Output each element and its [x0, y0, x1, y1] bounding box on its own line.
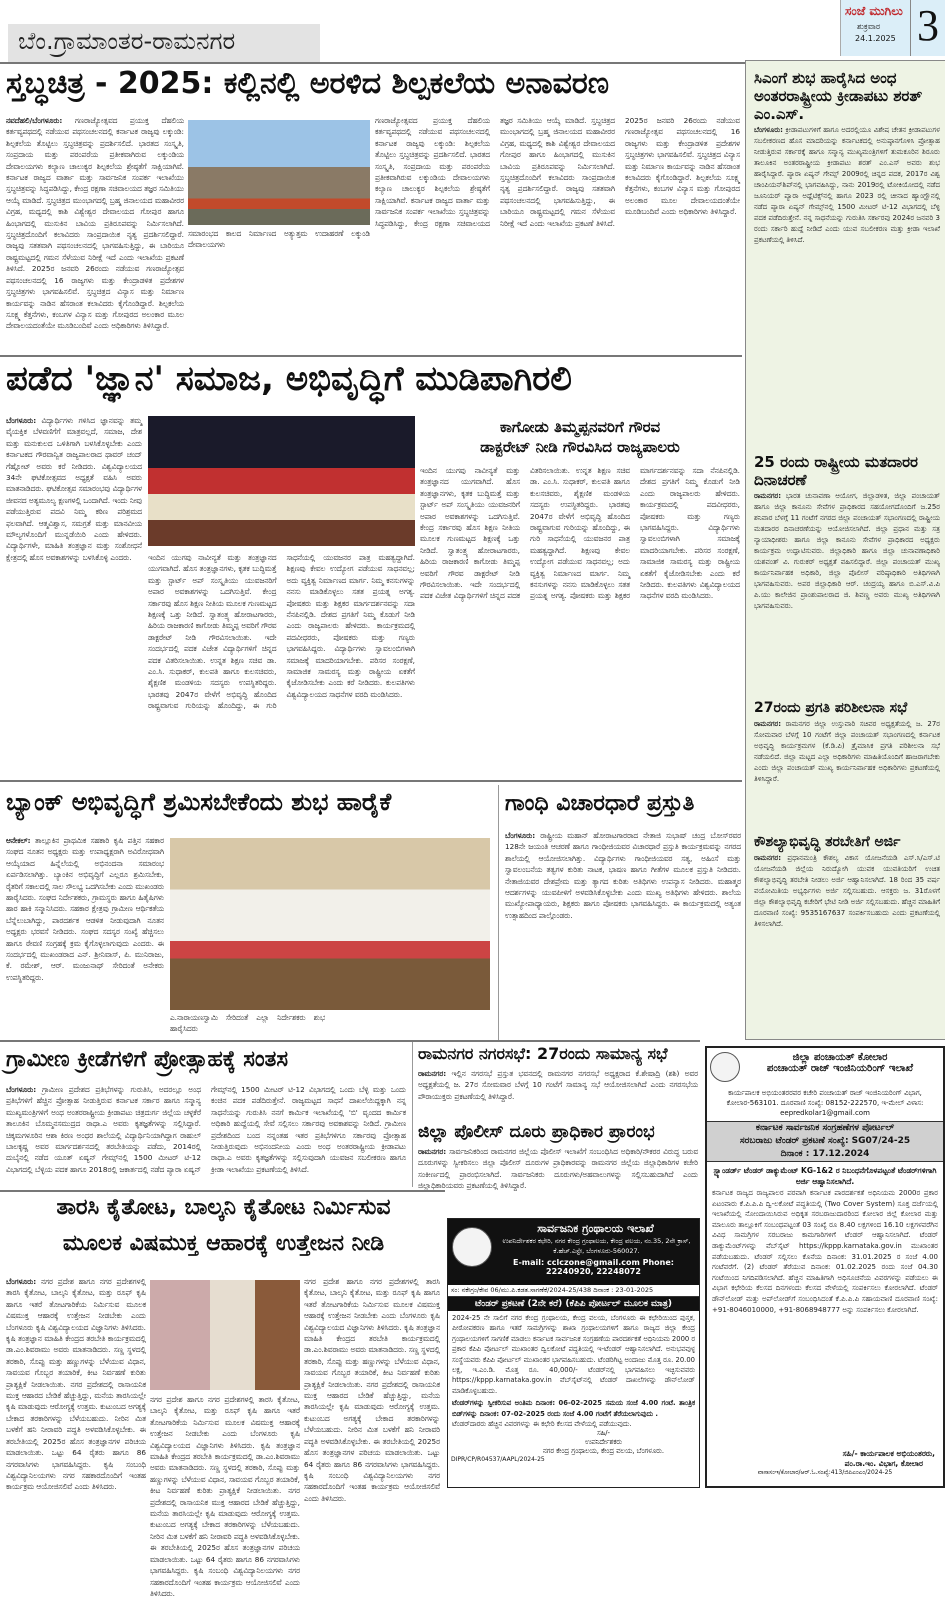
gandhi-headline: ಗಾಂಧಿ ವಿಚಾರಧಾರೆ ಪ್ರಸ್ತುತಿ — [505, 791, 695, 816]
dateline: ಬೆಂಗಳೂರು: — [754, 126, 783, 134]
column-divider — [412, 1042, 413, 1187]
dateline: ಬೆಂಗಳೂರು: — [6, 1277, 37, 1286]
convocation-dateline: ಬೆಂಗಳೂರು: — [6, 416, 37, 425]
dateline: ರಾಮನಗರ: — [418, 1069, 447, 1078]
government-seal-icon — [452, 1227, 492, 1267]
terrace-garden-headline-line1: ತಾರಸಿ ಕೈತೋಟ, ಬಾಲ್ಕನಿ ಕೈತೋಟ ನಿರ್ಮಿಸುವ — [56, 1195, 391, 1220]
body-text: ಇಲ್ಲಿನ ನಗರಸಭೆ ಪ್ರಸ್ತುತ ಭವನದಲ್ಲಿ ರಾಮನಗರ ನಗರಸಭೆ ಅಧ್ಯಕ್ಷರಾದ ಕೆ.ಶೇಷಾದ್ರಿ (ಶಶಿ) ಅವರ ಅಧ್ಯಕ್ಷತೆಯಲ್ಲಿ ಜ. 27ರ ಸೋಮವಾರ ಬೆಳಗ್ಗೆ 10 ಗಂಟೆಗೆ ಸಾಮಾನ್ಯ ಸಭೆ ಆಯೋಜಿಸಲಾಗಿದೆ ಎಂದು ನಗರಸಭೆಯ ಪೌರಾಯುಕ್ತರು ಪ್ರಕಟಣೆಯಲ್ಲಿ ತಿಳಿಸಿದ್ದಾರೆ. — [418, 1069, 698, 1101]
masthead — [840, 0, 945, 56]
bar-line: ಸರಬರಾಜು ಟೆಂಡರ್ ಪ್ರಕಟಣೆ ಸಂಖ್ಯೆ: SG07/24-25 — [739, 1136, 911, 1146]
bank-headline: ಬ್ಯಾಂಕ್ ಅಭಿವೃದ್ಧಿಗೆ ಶ್ರಮಿಸಬೇಕೆಂದು ಶುಭ ಹಾರೈಕೆ — [6, 788, 392, 816]
dateline: ರಾಮನಗರ: — [754, 492, 782, 500]
bank-dateline: ಆನೇಕಲ್: — [6, 836, 31, 845]
terrace-garden-photo — [150, 1280, 300, 1390]
sidebar-body-voters-day — [754, 491, 940, 691]
kolar-ad-body: ಕರ್ನಾಟಕ ರಾಜ್ಯದ ರಾಜ್ಯಪಾಲರ ಪರವಾಗಿ ಕರ್ನಾಟಕ ಪಾರದರ್ಶಕತೆ ಅಧಿನಿಯಮ 2000ರ ಪ್ರಕಾರ ಏಟಂವಾರು ಕೆ.ಪಿ.ಪಿ.ಪಿ ದ್ವಿ-ಲಕೋಟೆ ಪದ್ಧತಿಯಲ್ಲಿ (Two Cover System) ಸೂಕ್ತ ದರ್ಜೆಯಲ್ಲಿ ಇಲಾಖೆಯಲ್ಲಿ ನೋಂದಾಯಿಸಿರುವ ಅಧಿಕೃತ ಸರಬರಾಜುದಾರರಿಂದ ಕೋಲಾರ ಜಿಲ್ಲೆ ಕೋಲಾರ ಮತ್ತು ಮಾಲೂರು ತಾಲ್ಲೂಕಿಗೆ ಸಂಬಂಧಪಟ್ಟಂತೆ 03 ಸಂಖ್ಯೆ ರೂ 8.40 ಲಕ್ಷಗಳಿಂದ 16.10 ಲಕ್ಷಗಳವರೆಗಿನ ವಿವಿಧ ಸಾಮಗ್ರಿಗಳ ಸರಬರಾಜು ಕಾಮಗಾರಿಗಳಿಗೆ ಟೆಂಡರ್ ಆಹ್ವಾನಿಸಲಾಗಿದೆ. ಟೆಂಡರ್ ಡಾಕ್ಯುಮೆಂಟ್‌ಗಳನ್ನು ವೆಬ್‌ಸೈಟ್ https://kppp.karnataka.gov.in ಮುಖಾಂತರ ಪಡೆಯಬಹುದು. ಟೆಂಡರ್ ಸಲ್ಲಿಸಲು ಕೊನೆಯ ದಿನಾಂಕ: 31.01.2025 ರ ಸಂಜೆ 4.00 ಗಂಟೆವರೆಗೆ. (2) ಟೆಂಡರ್ ತೆರೆಯುವ ದಿನಾಂಕ: 01.02.2025 ರಂದು ಸಂಜೆ 04.30 ಗಂಟೆಯಿಂದ ನಿಗದಿಪಡಿಸಲಾಗಿದೆ. ಹೆಚ್ಚಿನ ಮಾಹಿತಿಗಾಗಿ ಅಧಿಸೂಚನೆಯ ವಿವರಗಳನ್ನು ಪಡೆಯಲು ಈ ವಿಭಾಗ ಕಛೇರಿಯ ಕೆಲಸದ ದಿನಗಳಂದು ಕೆಲಸದ ವೇಳೆಯಲ್ಲಿ ಸಂಪರ್ಕಿಸಲು ಕೋರಲಾಗಿದೆ. ಟೆಂಡರ್ ಡೌನ್‌ಲೋಡ್ ಮತ್ತು ಅಪ್‌ಲೋಡ್‌ಗೆ ಸಂಬಂಧಿಸಿದಂತೆ ಕೆ.ಪಿ.ಪಿ.ಪಿ ಸಹಾಯವಾಣಿ ದೂರವಾಣಿ ಸಂಖ್ಯೆ: +91-8046010000, +91-8068948777 ಅನ್ನು ಸಂಪರ್ಕಿಸಲು ಕೋರಲಾಗಿದೆ. — [712, 1189, 938, 1314]
nagarasabha-body — [418, 1068, 698, 1118]
dateline: ರಾಮನಗರ: — [754, 854, 782, 862]
library-ad-note: ಟೆಂಡರ್‌ದಾರರು ಹೆಚ್ಚಿನ ವಿವರಗಳನ್ನು ಈ ಕಛೇರಿ ಕೆಲಸದ ವೇಳೆಯಲ್ಲಿ ಪಡೆಯುವುದು. — [452, 1420, 632, 1429]
library-ad-title: ಸಾರ್ವಜನಿಕ ಗ್ರಂಥಾಲಯ ಇಲಾಖೆ — [537, 1222, 654, 1235]
bank-caption: ಎ.ನಾರಾಯಣಸ್ವಾಮಿ ಸೇರಿದಂತೆ ಎಲ್ಲಾ ನಿರ್ದೇಶಕರು ಶುಭ ಹಾರೈಸಿದರು — [170, 1013, 325, 1034]
body-text: ನಗರ ಪ್ರದೇಶ ಹಾಗೂ ನಗರ ಪ್ರದೇಶಗಳಲ್ಲಿ ತಾರಸಿ ಕೈತೋಟ, ಬಾಲ್ಕನಿ ಕೈತೋಟ, ಮತ್ತು ರೂಫ್ ಕೃಷಿ ಹಾಗೂ ಇತರೆ ತೋಟಗಾರಿಕೆಯ ನಿರ್ಮಿಸುವ ಮೂಲಕ ವಿಷಮುಕ್ತ ಆಹಾರಕ್ಕೆ ಉತ್ತೇಜನ ನೀಡಬೇಕು ಎಂದು ಬೆಂಗಳೂರು ಕೃಷಿ ವಿಶ್ವವಿದ್ಯಾಲಯದ ವಿಜ್ಞಾನಿಗಳು ತಿಳಿಸಿದರು. ಕೃಷಿ ತಂತ್ರಜ್ಞಾನ ಮಾಹಿತಿ ಕೇಂದ್ರದ ತರಬೇತಿ ಕಾರ್ಯಕ್ರಮದಲ್ಲಿ ಡಾ.ಎಂ.ಶಿವರಾಮು ಅವರು ಮಾತನಾಡಿದರು. ಸಣ್ಣ ಸ್ಥಳದಲ್ಲಿ ತರಕಾರಿ, ಸೊಪ್ಪು ಮತ್ತು ಹಣ್ಣುಗಳನ್ನು ಬೆಳೆಯುವ ವಿಧಾನ, ಸಾವಯವ ಗೊಬ್ಬರ ತಯಾರಿಕೆ, ಕೀಟ ನಿರ್ವಹಣೆ ಕುರಿತು ಪ್ರಾತ್ಯಕ್ಷಿಕೆ ನೀಡಲಾಯಿತು. ನಗರ ಪ್ರದೇಶದಲ್ಲಿ ರಾಸಾಯನಿಕ ಮುಕ್ತ ಆಹಾರದ ಬೇಡಿಕೆ ಹೆಚ್ಚುತ್ತಿದ್ದು, ಮನೆಯ ತಾರಸಿಯಲ್ಲೇ ಕೃಷಿ ಮಾಡುವುದು ಆರೋಗ್ಯಕ್ಕೆ ಉತ್ತಮ. ಕುಟುಂಬದ ಅಗತ್ಯಕ್ಕೆ ಬೇಕಾದ ತರಕಾರಿಗಳನ್ನು ಬೆಳೆಯಬಹುದು. ನೀರಿನ ಮಿತ ಬಳಕೆಗೆ ಹನಿ ನೀರಾವರಿ ಪದ್ಧತಿ ಅಳವಡಿಸಿಕೊಳ್ಳಬೇಕು. ಈ ತರಬೇತಿಯಲ್ಲಿ 2025ರ ಹೊಸ ತಂತ್ರಜ್ಞಾನಗಳ ಪರಿಚಯ ಮಾಡಲಾಯಿತು. ಒಟ್ಟು 64 ರೈತರು ಹಾಗೂ 86 ನಗರವಾಸಿಗಳು ಭಾಗವಹಿಸಿದ್ದರು. ಕೃಷಿ ಸಂಬಂಧಿ ವಿಶ್ವವಿದ್ಯಾನಿಲಯಗಳು ನಗರ ಸಹಕಾರದೊಂದಿಗೆ ಇಂತಹ ಕಾರ್ಯಕ್ರಮ ಆಯೋಜಿಸಲಿವೆ ಎಂದು ತಿಳಿಸಿದರು. — [6, 1277, 146, 1492]
sidebar-body-skill-training — [754, 853, 940, 1033]
rural-sports-dateline: ಬೆಂಗಳೂರು: — [6, 1085, 37, 1094]
kolar-ad-date: ದಿನಾಂಕ : 17.12.2024 — [780, 1149, 870, 1159]
library-ad-address: ಉಪನಿರ್ದೇಶಕರ ಕಛೇರಿ, ನಗರ ಕೇಂದ್ರ ಗ್ರಂಥಾಲಯ, ಕೇಂದ್ರ ವಲಯ, ನಂ.35, 2ನೇ ಕ್ರಾಸ್, ಕೆ.ಹೆಚ್.ಎಸ್ಟೇ, ಬೆಂಗಳೂರು-560027. — [502, 1237, 691, 1255]
kolar-ad-intro: ಸ್ಟ್ಯಾಂಡರ್ಡ್ ಟೆಂಡರ್ ಡಾಕ್ಯುಮೆಂಟ್ KG-1&2 ರ ನಿಬಂಧನೆಗೊಳಪಟ್ಟಂತೆ ಟೆಂಡರ್‌ಗಳಿಗಾಗಿ ಅರ್ಜಿ ಆಹ್ವಾನಿಸಲಾಗಿದೆ. — [713, 1166, 937, 1186]
library-ad-body: 2024-25 ನೇ ಸಾಲಿಗೆ ನಗರ ಕೇಂದ್ರ ಗ್ರಂಥಾಲಯ, ಕೇಂದ್ರ ವಲಯ, ಬೆಂಗಳೂರು ಈ ಕಛೇರಿಯಿಂದ ಪುಸ್ತಕ, ಪೀಠೋಪಕರಣ ಹಾಗೂ ಇತರೆ ಸಾಮಗ್ರಿಗಳನ್ನು ಶಾಖಾ ಗ್ರಂಥಾಲಯಗಳಿಗೆ ಹಾಗೂ ರಾಜ್ಯದ ಜಿಲ್ಲಾ ಕೇಂದ್ರ ಗ್ರಂಥಾಲಯಗಳಿಗೆ ಸಾಗಣಿಕೆ ಮಾಡಲು ಕರ್ನಾಟಕ ಸಾರ್ವಜನಿಕ ಸಂಗ್ರಹಣೆಯ ಪಾರದರ್ಶಕತೆ ಅಧಿನಿಯಮ 2000 ರ ಪ್ರಕಾರ ಕೆಪಿಪಿ ಪೋರ್ಟಲ್ ಮುಖಾಂತರ ದ್ವಿಲಕೋಟೆ ಪದ್ಧತಿಯಲ್ಲಿ ಇ-ಟೆಂಡರ್ ಆಹ್ವಾನಿಸಲಾಗಿದೆ. ಅನುಭವವುಳ್ಳ ಸಂಸ್ಥೆಯವರು ಕೆಪಿಪಿ ಪೋರ್ಟಲ್ ಮುಖಾಂತರ ಭಾಗವಹಿಸಬಹುದು. ಟೆಂಡರಿಗಿಟ್ಟ ಅಂದಾಜು ಮೊತ್ತ ರೂ. 20.00 ಲಕ್ಷ, ಇ.ಎಂ.ಡಿ. ಮೊತ್ತ ರೂ. 40,000/- ಟೆಂಡರ್‌ನಲ್ಲಿ ಭಾಗವಹಿಸಲು ಇಚ್ಛಿಸುವವರು https://kppp.karnataka.gov.in ವೆಬ್‌ಸೈಟ್‌ನಲ್ಲಿ ಟೆಂಡರ್ ದಾಖಲೆಗಳನ್ನು ಡೌನ್‌ಲೋಡ್ ಮಾಡಿಕೊಳ್ಳಬಹುದು. — [452, 1314, 695, 1395]
kolar-ad-header — [707, 1048, 943, 1088]
convocation-body-left — [6, 415, 142, 775]
lead-dateline: ನವದೆಹಲಿ/ಬೆಂಗಳೂರು: — [6, 116, 63, 125]
government-seal-icon — [710, 1052, 740, 1082]
sidebar-headline-sharath: ಸಿಎಂಗೆ ಶುಭ ಹಾರೈಸಿದ ಅಂಧ ಅಂತರರಾಷ್ಟ್ರೀಯ ಕ್ರೀಡಾಪಟು ಶರತ್ ಎಂ.ಎಸ್. — [754, 69, 923, 123]
sign-line: ಸಹಿ/- — [596, 1429, 611, 1438]
kolar-ad-address: ಕಾರ್ಯಪಾಲಕ ಅಭಿಯಂತರರವರ ಕಚೇರಿ ಪಂಚಾಯತ್ ರಾಜ್ ಇಂಜಿನಿಯರಿಂಗ್ ವಿಭಾಗ, ಕೋಲಾರ-563101. ದೂರವಾಣಿ ಸಂಖ್ಯೆ: 08152-222570, ಇ-ಮೇಲ್ ವಿಳಾಸ: eepredkolar1@gmail.com — [726, 1089, 924, 1117]
lead-caption: ಸಮಾರಂಭದ ಕಾಲದ ನಿರ್ಮಾಣದ ಅತ್ಯುತ್ತಮ ಉದಾಹರಣೆ ಲಕ್ಕುಂಡಿ ದೇವಾಲಯಗಳು — [188, 229, 370, 250]
sign-line: ನಗರ ಕೇಂದ್ರ ಗ್ರಂಥಾಲಯ, ಕೇಂದ್ರ ವಲಯ, ಬೆಂಗಳೂರು. — [542, 1447, 665, 1456]
kolar-tender-ad — [705, 1046, 945, 1488]
gandhi-body-text: ರಾಷ್ಟ್ರೀಯ ಮಹಾನ್ ಹೋರಾಟಗಾರರಾದ ನೇತಾಜಿ ಸುಭಾಷ್ ಚಂದ್ರ ಬೋಸ್‌ರವರ 128ನೇ ಜಯಂತಿ ಆಚರಣೆ ಹಾಗೂ ಗಾಂಧೀಜಿಯವರ ವಿಚಾರಧಾರೆ ಪ್ರಸ್ತುತಿ ಕಾರ್ಯಕ್ರಮವನ್ನು ನಗರದ ಶಾಲೆಯಲ್ಲಿ ಆಯೋಜಿಸಲಾಗಿತ್ತು. ವಿದ್ಯಾರ್ಥಿಗಳು ಗಾಂಧೀಜಿಯವರ ಸತ್ಯ, ಅಹಿಂಸೆ ಮತ್ತು ಸ್ವಾವಲಂಬನೆಯ ತತ್ವಗಳ ಕುರಿತು ನಾಟಕ, ಭಾಷಣ ಹಾಗೂ ಗೀತೆಗಳ ಮೂಲಕ ಪ್ರಸ್ತುತಿ ನೀಡಿದರು. ನೇತಾಜಿಯವರ ದೇಶಪ್ರೇಮ ಮತ್ತು ತ್ಯಾಗದ ಕುರಿತು ಅತಿಥಿಗಳು ಉಪನ್ಯಾಸ ನೀಡಿದರು. ಮಹಾತ್ಮರ ಆದರ್ಶಗಳನ್ನು ಯುವಪೀಳಿಗೆ ಅಳವಡಿಸಿಕೊಳ್ಳಬೇಕು ಎಂದು ಮುಖ್ಯ ಅತಿಥಿಗಳು ಹೇಳಿದರು. ಶಾಲೆಯ ಮುಖ್ಯೋಪಾಧ್ಯಾಯರು, ಶಿಕ್ಷಕರು ಹಾಗೂ ಪೋಷಕರು ಭಾಗವಹಿಸಿದ್ದರು. ಈ ಕಾರ್ಯಕ್ರಮದಲ್ಲಿ ಅತ್ಯಂತ ಉತ್ಸಾಹದಿಂದ ಪಾಲ್ಗೊಂಡರು. — [505, 831, 741, 920]
gandhi-body — [505, 830, 741, 1035]
dateline: ರಾಮನಗರ: — [418, 1147, 447, 1156]
convocation-body-right: ಇಂದಿನ ಯುಗವು ನಾವೀನ್ಯತೆ ಮತ್ತು ತಂತ್ರಜ್ಞಾನದ ಯುಗವಾಗಿದೆ. ಹೊಸ ತಂತ್ರಜ್ಞಾನಗಳು, ಕೃತಕ ಬುದ್ಧಿಮತ್ತೆ ಮತ್ತು ಸ್ಟಾರ್ಟ್ ಅಪ್ ಸಂಸ್ಕೃತಿಯು ಯುವಜನರಿಗೆ ಅಪಾರ ಅವಕಾಶಗಳನ್ನು ಒದಗಿಸುತ್ತಿವೆ. ಕೇಂದ್ರ ಸರ್ಕಾರವು ಹೊಸ ಶಿಕ್ಷಣ ನೀತಿಯ ಮೂಲಕ ಗುಣಮಟ್ಟದ ಶಿಕ್ಷಣಕ್ಕೆ ಒತ್ತು ನೀಡಿದೆ. ಸ್ವಾತಂತ್ರ್ಯ ಹೋರಾಟಗಾರರು, ಹಿರಿಯ ರಾಜಕಾರಣಿ ಕಾಗೋಡು ತಿಮ್ಮಪ್ಪ ಅವರಿಗೆ ಗೌರವ ಡಾಕ್ಟರೇಟ್ ನೀಡಿ ಗೌರವಿಸಲಾಯಿತು. ಇದೇ ಸಂದರ್ಭದಲ್ಲಿ ಪದಕ ವಿಜೇತ ವಿದ್ಯಾರ್ಥಿಗಳಿಗೆ ಚಿನ್ನದ ಪದಕ ವಿತರಿಸಲಾಯಿತು. ಉನ್ನತ ಶಿಕ್ಷಣ ಸಚಿವ ಡಾ. ಎಂ.ಸಿ. ಸುಧಾಕರ್, ಕುಲಪತಿ ಹಾಗೂ ಕುಲಸಚಿವರು, ಶೈಕ್ಷಣಿಕ ಮಂಡಳಿಯ ಸದಸ್ಯರು ಉಪಸ್ಥಿತರಿದ್ದರು. ಭಾರತವು 2047ರ ವೇಳೆಗೆ ಅಭಿವೃದ್ಧಿ ಹೊಂದಿದ ರಾಷ್ಟ್ರವಾಗುವ ಗುರಿಯನ್ನು ಹೊಂದಿದ್ದು, ಈ ಗುರಿ ಸಾಧನೆಯಲ್ಲಿ ಯುವಜನರ ಪಾತ್ರ ಮಹತ್ವದ್ದಾಗಿದೆ. ಶಿಕ್ಷಣವು ಕೇವಲ ಉದ್ಯೋಗ ಪಡೆಯುವ ಸಾಧನವಲ್ಲ; ಅದು ವ್ಯಕ್ತಿತ್ವ ನಿರ್ಮಾಣದ ಮಾರ್ಗ. ನಿಮ್ಮ ಕನಸುಗಳನ್ನು ನನಸು ಮಾಡಿಕೊಳ್ಳಲು ಸತತ ಪ್ರಯತ್ನ ಅಗತ್ಯ. ಪೋಷಕರು ಮತ್ತು ಶಿಕ್ಷಕರ ಮಾರ್ಗದರ್ಶನವನ್ನು ಸದಾ ನೆನಪಿನಲ್ಲಿಡಿ. ದೇಶದ ಪ್ರಗತಿಗೆ ನಿಮ್ಮ ಕೊಡುಗೆ ನೀಡಿ ಎಂದು ರಾಜ್ಯಪಾಲರು ಹೇಳಿದರು. ಕಾರ್ಯಕ್ರಮದಲ್ಲಿ ಪದವೀಧರರು, ಪೋಷಕರು ಮತ್ತು ಗಣ್ಯರು ಭಾಗವಹಿಸಿದ್ದರು. ವಿದ್ಯಾರ್ಥಿಗಳು ಸ್ವಾವಲಂಬಿಗಳಾಗಿ ಸಮಾಜಕ್ಕೆ ಮಾದರಿಯಾಗಬೇಕು. ಪರಿಸರ ಸಂರಕ್ಷಣೆ, ಸಾಮಾಜಿಕ ಸಾಮರಸ್ಯ ಮತ್ತು ರಾಷ್ಟ್ರೀಯ ಏಕತೆಗೆ ಕೈಜೋಡಿಸಬೇಕು ಎಂದು ಕರೆ ನೀಡಿದರು. ಕುಲಪತಿಗಳು ವಿಶ್ವವಿದ್ಯಾಲಯದ ಸಾಧನೆಗಳ ವರದಿ ಮಂಡಿಸಿದರು. — [420, 466, 740, 601]
library-ad-bar: ಟೆಂಡರ್ ಪ್ರಕಟಣೆ (2ನೇ ಕರೆ) (ಕೆಪಿಪಿ ಪೋರ್ಟಲ್ ಮೂಲಕ ಮಾತ್ರ) — [448, 1297, 699, 1311]
dateline: ರಾಮನಗರ: — [754, 720, 782, 728]
page-number: 3 — [910, 0, 939, 56]
body-text: ಕ್ರೀಡಾಪಟುಗಳಿಗೆ ಹಾಗೂ ಅದರಲ್ಲಿಯೂ ವಿಶೇಷ ಚೇತನ ಕ್ರೀಡಾಪಟುಗಳ ಸಬಲೀಕರಣದ ಹೊಸ ಮಾದರಿಯನ್ನು ಕರ್ನಾಟಕದಲ್ಲಿ ಅನುಷ್ಠಾನಗೊಳಿಸಿ ಪ್ರೋತ್ಸಾಹ ನೀಡುತ್ತಿರುವ ಸರ್ಕಾರಕ್ಕೆ ಹಾಗೂ ಸನ್ಮಾನ್ಯ ಮುಖ್ಯಮಂತ್ರಿಗಳಿಗೆ ತುಮಕೂರಿನ ಶಿರೂರು ತಾಲೂಕಿನ ಅಂತರರಾಷ್ಟ್ರೀಯ ಕ್ರೀಡಾಪಟು ಶರತ್ ಎಂ.ಎಸ್ ಅವರು ಶುಭ ಹಾರೈಸಿದ್ದಾರೆ. ಪ್ಯಾರಾ ಏಷ್ಯನ್ ಗೇಮ್ಸ್ 2009ರಲ್ಲಿ ಚಿನ್ನದ ಪದಕ, 2017ರ ವಿಶ್ವ ಚಾಂಪಿಯನ್‌ಶಿಪ್‌ನಲ್ಲಿ ಭಾಗವಹಿಸಿದ್ದು, ನಾನು 2019ರಲ್ಲಿ ಟೋಕಿಯೋದಲ್ಲಿ ನಡೆದ ಜೂನಿಯರ್ ಪ್ಯಾರಾ ಅಥ್ಲೆಟಿಕ್ಸ್‌ನಲ್ಲಿ ಹಾಗೂ 2023 ರಲ್ಲಿ ಚೀನಾದ ಹ್ಯಾಂಗ್ಝೌನಲ್ಲಿ ನಡೆದ ಪ್ಯಾರಾ ಏಷ್ಯನ್ ಗೇಮ್ಸ್‌ನಲ್ಲಿ 1500 ಮೀಟರ್ ಟಿ-12 ವಿಭಾಗದಲ್ಲಿ ಬೆಳ್ಳಿ ಪದಕ ಪಡೆದಿರುತ್ತೇನೆ. ನನ್ನ ಸಾಧನೆಯನ್ನು ಗುರುತಿಸಿ ಸರ್ಕಾರವು 2024ರ ಜನವರಿ 3 ರಂದು ಸರ್ಕಾರಿ ಹುದ್ದೆ ನೀಡಿದೆ ಎಂದು ಯುವ ಸಬಲೀಕರಣ ಮತ್ತು ಕ್ರೀಡಾ ಇಲಾಖೆ ಪ್ರಕಟಣೆಯಲ್ಲಿ ತಿಳಿಸಿದೆ. — [754, 126, 940, 244]
body-text: ರಾಮನಗರ ಜಿಲ್ಲಾ ಉಸ್ತುವಾರಿ ಸಚಿವರ ಅಧ್ಯಕ್ಷತೆಯಲ್ಲಿ ಜ. 27ರ ಸೋಮವಾರ ಬೆಳಗ್ಗೆ 10 ಗಂಟೆಗೆ ಜಿಲ್ಲಾ ಪಂಚಾಯತ್ ಸಭಾಂಗಣದಲ್ಲಿ ಕರ್ನಾಟಕ ಅಭಿವೃದ್ಧಿ ಕಾರ್ಯಕ್ರಮಗಳ (ಕೆ.ಡಿ.ಪಿ) ತ್ರೈಮಾಸಿಕ ಪ್ರಗತಿ ಪರಿಶೀಲನಾ ಸಭೆ ನಡೆಯಲಿದೆ. ಜಿಲ್ಲಾ ಮಟ್ಟದ ಎಲ್ಲಾ ಅಧಿಕಾರಿಗಳು ಮಾಹಿತಿಯೊಂದಿಗೆ ಹಾಜರಾಗಬೇಕು ಎಂದು ಜಿಲ್ಲಾ ಪಂಚಾಯತ್ ಮುಖ್ಯ ಕಾರ್ಯನಿರ್ವಾಹಕ ಅಧಿಕಾರಿಗಳು ಪ್ರಕಟಣೆಯಲ್ಲಿ ತಿಳಿಸಿದ್ದಾರೆ. — [754, 720, 940, 783]
kolar-ad-ref: ವಾಸಾಸಂಇ/ಕೋಲಾರ/ಆರ್.ಓ.ಸಂಖ್ಯೆ:413/ಜಿಪಿಎಂಎಂ/2024-25 — [757, 1469, 893, 1476]
body-text: ಸಾರ್ವಜನಿಕರಿಂದ ರಾಮನಗರ ಜಿಲ್ಲೆಯ ಪೊಲೀಸ್ ಇಲಾಖೆಗೆ ಸಂಬಂಧಿಸಿದ ಅಧಿಕಾರಿ/ನೌಕರರ ವಿರುದ್ಧ ಬರುವ ದೂರುಗಳನ್ನು ಸ್ವೀಕರಿಸಲು ಜಿಲ್ಲಾ ಪೊಲೀಸ್ ದೂರುಗಳ ಪ್ರಾಧಿಕಾರವನ್ನು ರಾಮನಗರ ಜಿಲ್ಲೆಯ ಜಿಲ್ಲಾಧಿಕಾರಿಗಳ ಕಚೇರಿ ಸಂಕೀರ್ಣದಲ್ಲಿ ಪ್ರಾರಂಭಿಸಲಾಗಿದೆ. ಸಾರ್ವಜನಿಕರು ದೂರುಗಳು/ಅಹವಾಲುಗಳನ್ನು ಸಲ್ಲಿಸಬಹುದಾಗಿದೆ ಎಂದು ಜಿಲ್ಲಾಧಿಕಾರಿಯವರು ಪ್ರಕಟಣೆಯಲ್ಲಿ ತಿಳಿಸಿದ್ದಾರೆ. — [418, 1147, 698, 1191]
right-sidebar — [745, 60, 945, 1040]
paper-name-logo: ಸಂಜೆ ಮುಗಿಲು — [845, 4, 903, 18]
convocation-photo — [148, 416, 415, 546]
sidebar-body-progress-meeting — [754, 719, 940, 827]
library-ad-contact: E-mail: cclczone@gmail.com Phone: 22240920, 22248072 — [513, 1258, 674, 1276]
library-ad-ref: ಸಂ: ನಕೇಗ್ರಂ/ಕೇವ 06/ಮು.ಪಿ.ಕಡತ.ಸಾಗಣೆಕೆ/2024-25/438 ದಿನಾಂಕ : 23-01-2025 — [448, 1285, 699, 1297]
sidebar-body-sharath — [754, 125, 940, 445]
convocation-body-left-text: ವಿದ್ಯಾರ್ಥಿಗಳು ಗಳಿಸಿದ ಜ್ಞಾನವನ್ನು ತಮ್ಮ ವೈಯಕ್ತಿಕ ಬೆಳವಣಿಗೆಗೆ ಮಾತ್ರವಲ್ಲದೆ, ಸಮಾಜ, ದೇಶ ಮತ್ತು ಮನುಕುಲದ ಒಳಿತಿಗಾಗಿ ಬಳಸಿಕೊಳ್ಳಬೇಕು ಎಂದು ಕರ್ನಾಟಕದ ಗೌರವಾನ್ವಿತ ರಾಜ್ಯಪಾಲರಾದ ಥಾವರ್ ಚಂದ್ ಗೆಹ್ಲೋಟ್ ಅವರು ಕರೆ ನೀಡಿದರು. ವಿಶ್ವವಿದ್ಯಾಲಯದ 34ನೇ ಘಟಿಕೋತ್ಸವದ ಅಧ್ಯಕ್ಷತೆ ವಹಿಸಿ ಅವರು ಮಾತನಾಡಿದರು. ಘಟಿಕೋತ್ಸವ ಸಮಾರಂಭವು ವಿದ್ಯಾರ್ಥಿಗಳ ಜೀವನದ ಅತ್ಯಮೂಲ್ಯ ಕ್ಷಣಗಳಲ್ಲಿ ಒಂದಾಗಿದೆ. ಇಂದು ನೀವು ಪಡೆಯುತ್ತಿರುವ ಪದವಿ ನಿಮ್ಮ ಕಠಿಣ ಪರಿಶ್ರಮದ ಫಲವಾಗಿದೆ. ಆತ್ಮವಿಶ್ವಾಸ, ಸಮಗ್ರತೆ ಮತ್ತು ಮಾನವೀಯ ಮೌಲ್ಯಗಳೊಂದಿಗೆ ಮುನ್ನಡೆಯಿರಿ ಎಂದು ಹೇಳಿದರು. ವಿದ್ಯಾರ್ಥಿಗಳೇ, ಮಾಹಿತಿ ತಂತ್ರಜ್ಞಾನ ಮತ್ತು ಸಂಶೋಧನೆ ಕ್ಷೇತ್ರದಲ್ಲಿ ಹೊಸ ಅವಕಾಶಗಳನ್ನು ಬಳಸಿಕೊಳ್ಳಿ ಎಂದರು. — [6, 416, 142, 562]
terrace-garden-headline-line2: ಮೂಲಕ ವಿಷಮುಕ್ತ ಆಹಾರಕ್ಕೆ ಉತ್ತೇಜನ ನೀಡಿ — [62, 1231, 385, 1256]
terrace-garden-body-right: ನಗರ ಪ್ರದೇಶ ಹಾಗೂ ನಗರ ಪ್ರದೇಶಗಳಲ್ಲಿ ತಾರಸಿ ಕೈತೋಟ, ಬಾಲ್ಕನಿ ಕೈತೋಟ, ಮತ್ತು ರೂಫ್ ಕೃಷಿ ಹಾಗೂ ಇತರೆ ತೋಟಗಾರಿಕೆಯ ನಿರ್ಮಿಸುವ ಮೂಲಕ ವಿಷಮುಕ್ತ ಆಹಾರಕ್ಕೆ ಉತ್ತೇಜನ ನೀಡಬೇಕು ಎಂದು ಬೆಂಗಳೂರು ಕೃಷಿ ವಿಶ್ವವಿದ್ಯಾಲಯದ ವಿಜ್ಞಾನಿಗಳು ತಿಳಿಸಿದರು. ಕೃಷಿ ತಂತ್ರಜ್ಞಾನ ಮಾಹಿತಿ ಕೇಂದ್ರದ ತರಬೇತಿ ಕಾರ್ಯಕ್ರಮದಲ್ಲಿ ಡಾ.ಎಂ.ಶಿವರಾಮು ಅವರು ಮಾತನಾಡಿದರು. ಸಣ್ಣ ಸ್ಥಳದಲ್ಲಿ ತರಕಾರಿ, ಸೊಪ್ಪು ಮತ್ತು ಹಣ್ಣುಗಳನ್ನು ಬೆಳೆಯುವ ವಿಧಾನ, ಸಾವಯವ ಗೊಬ್ಬರ ತಯಾರಿಕೆ, ಕೀಟ ನಿರ್ವಹಣೆ ಕುರಿತು ಪ್ರಾತ್ಯಕ್ಷಿಕೆ ನೀಡಲಾಯಿತು. ನಗರ ಪ್ರದೇಶದಲ್ಲಿ ರಾಸಾಯನಿಕ ಮುಕ್ತ ಆಹಾರದ ಬೇಡಿಕೆ ಹೆಚ್ಚುತ್ತಿದ್ದು, ಮನೆಯ ತಾರಸಿಯಲ್ಲೇ ಕೃಷಿ ಮಾಡುವುದು ಆರೋಗ್ಯಕ್ಕೆ ಉತ್ತಮ. ಕುಟುಂಬದ ಅಗತ್ಯಕ್ಕೆ ಬೇಕಾದ ತರಕಾರಿಗಳನ್ನು ಬೆಳೆಯಬಹುದು. ನೀರಿನ ಮಿತ ಬಳಕೆಗೆ ಹನಿ ನೀರಾವರಿ ಪದ್ಧತಿ ಅಳವಡಿಸಿಕೊಳ್ಳಬೇಕು. ಈ ತರಬೇತಿಯಲ್ಲಿ 2025ರ ಹೊಸ ತಂತ್ರಜ್ಞಾನಗಳ ಪರಿಚಯ ಮಾಡಲಾಯಿತು. ಒಟ್ಟು 64 ರೈತರು ಹಾಗೂ 86 ನಗರವಾಸಿಗಳು ಭಾಗವಹಿಸಿದ್ದರು. ಕೃಷಿ ಸಂಬಂಧಿ ವಿಶ್ವವಿದ್ಯಾನಿಲಯಗಳು ನಗರ ಸಹಕಾರದೊಂದಿಗೆ ಇಂತಹ ಕಾರ್ಯಕ್ರಮ ಆಯೋಜಿಸಲಿವೆ ಎಂದು ತಿಳಿಸಿದರು. — [304, 1277, 440, 1503]
rural-sports-headline: ಗ್ರಾಮೀಣ ಕ್ರೀಡೆಗಳಿಗೆ ಪ್ರೋತ್ಸಾಹಕ್ಕೆ ಸಂತಸ — [6, 1047, 289, 1072]
column-divider — [498, 785, 499, 1040]
bank-body — [6, 835, 164, 1035]
bar-line: ಕರ್ನಾಟಕ ಸಾರ್ವಜನಿಕ ಸಂಗ್ರಹಣೆಗಳ ಪೋರ್ಟಲ್ — [755, 1123, 895, 1133]
convocation-body-mid: ಇಂದಿನ ಯುಗವು ನಾವೀನ್ಯತೆ ಮತ್ತು ತಂತ್ರಜ್ಞಾನದ ಯುಗವಾಗಿದೆ. ಹೊಸ ತಂತ್ರಜ್ಞಾನಗಳು, ಕೃತಕ ಬುದ್ಧಿಮತ್ತೆ ಮತ್ತು ಸ್ಟಾರ್ಟ್ ಅಪ್ ಸಂಸ್ಕೃತಿಯು ಯುವಜನರಿಗೆ ಅಪಾರ ಅವಕಾಶಗಳನ್ನು ಒದಗಿಸುತ್ತಿವೆ. ಕೇಂದ್ರ ಸರ್ಕಾರವು ಹೊಸ ಶಿಕ್ಷಣ ನೀತಿಯ ಮೂಲಕ ಗುಣಮಟ್ಟದ ಶಿಕ್ಷಣಕ್ಕೆ ಒತ್ತು ನೀಡಿದೆ. ಸ್ವಾತಂತ್ರ್ಯ ಹೋರಾಟಗಾರರು, ಹಿರಿಯ ರಾಜಕಾರಣಿ ಕಾಗೋಡು ತಿಮ್ಮಪ್ಪ ಅವರಿಗೆ ಗೌರವ ಡಾಕ್ಟರೇಟ್ ನೀಡಿ ಗೌರವಿಸಲಾಯಿತು. ಇದೇ ಸಂದರ್ಭದಲ್ಲಿ ಪದಕ ವಿಜೇತ ವಿದ್ಯಾರ್ಥಿಗಳಿಗೆ ಚಿನ್ನದ ಪದಕ ವಿತರಿಸಲಾಯಿತು. ಉನ್ನತ ಶಿಕ್ಷಣ ಸಚಿವ ಡಾ. ಎಂ.ಸಿ. ಸುಧಾಕರ್, ಕುಲಪತಿ ಹಾಗೂ ಕುಲಸಚಿವರು, ಶೈಕ್ಷಣಿಕ ಮಂಡಳಿಯ ಸದಸ್ಯರು ಉಪಸ್ಥಿತರಿದ್ದರು. ಭಾರತವು 2047ರ ವೇಳೆಗೆ ಅಭಿವೃದ್ಧಿ ಹೊಂದಿದ ರಾಷ್ಟ್ರವಾಗುವ ಗುರಿಯನ್ನು ಹೊಂದಿದ್ದು, ಈ ಗುರಿ ಸಾಧನೆಯಲ್ಲಿ ಯುವಜನರ ಪಾತ್ರ ಮಹತ್ವದ್ದಾಗಿದೆ. ಶಿಕ್ಷಣವು ಕೇವಲ ಉದ್ಯೋಗ ಪಡೆಯುವ ಸಾಧನವಲ್ಲ; ಅದು ವ್ಯಕ್ತಿತ್ವ ನಿರ್ಮಾಣದ ಮಾರ್ಗ. ನಿಮ್ಮ ಕನಸುಗಳನ್ನು ನನಸು ಮಾಡಿಕೊಳ್ಳಲು ಸತತ ಪ್ರಯತ್ನ ಅಗತ್ಯ. ಪೋಷಕರು ಮತ್ತು ಶಿಕ್ಷಕರ ಮಾರ್ಗದರ್ಶನವನ್ನು ಸದಾ ನೆನಪಿನಲ್ಲಿಡಿ. ದೇಶದ ಪ್ರಗತಿಗೆ ನಿಮ್ಮ ಕೊಡುಗೆ ನೀಡಿ ಎಂದು ರಾಜ್ಯಪಾಲರು ಹೇಳಿದರು. ಕಾರ್ಯಕ್ರಮದಲ್ಲಿ ಪದವೀಧರರು, ಪೋಷಕರು ಮತ್ತು ಗಣ್ಯರು ಭಾಗವಹಿಸಿದ್ದರು. ವಿದ್ಯಾರ್ಥಿಗಳು ಸ್ವಾವಲಂಬಿಗಳಾಗಿ ಸಮಾಜಕ್ಕೆ ಮಾದರಿಯಾಗಬೇಕು. ಪರಿಸರ ಸಂರಕ್ಷಣೆ, ಸಾಮಾಜಿಕ ಸಾಮರಸ್ಯ ಮತ್ತು ರಾಷ್ಟ್ರೀಯ ಏಕತೆಗೆ ಕೈಜೋಡಿಸಬೇಕು ಎಂದು ಕರೆ ನೀಡಿದರು. ಕುಲಪತಿಗಳು ವಿಶ್ವವಿದ್ಯಾಲಯದ ಸಾಧನೆಗಳ ವರದಿ ಮಂಡಿಸಿದರು. — [148, 553, 415, 711]
sidebar-headline-skill-training: ಕೌಶಲ್ಯಾಭಿವೃದ್ಧಿ ತರಬೇತಿಗೆ ಅರ್ಜಿ — [754, 834, 901, 850]
library-ad-header — [448, 1219, 699, 1285]
gandhi-dateline: ಬೆಂಗಳೂರು: — [505, 831, 536, 840]
sign-line: ಉಪನಿರ್ದೇಶಕರು — [584, 1438, 623, 1447]
lead-body-cols: ಗಣರಾಜ್ಯೋತ್ಸವದ ಪ್ರಯುಕ್ತ ದೆಹಲಿಯ ಕರ್ತವ್ಯಪಥದಲ್ಲಿ ನಡೆಯುವ ಪಥಸಂಚಲನದಲ್ಲಿ ಕರ್ನಾಟಕ ರಾಜ್ಯವು ಲಕ್ಕುಂಡಿ: ಶಿಲ್ಪಕಲೆಯ ತೊಟ್ಟಿಲು ಸ್ತಬ್ಧಚಿತ್ರವನ್ನು ಪ್ರದರ್ಶಿಸಲಿದೆ. ಭಾರತದ ಸಂಸ್ಕೃತಿ, ಸಂಪ್ರದಾಯ ಮತ್ತು ಪರಂಪರೆಯ ಪ್ರತೀಕವಾಗಿರುವ ಲಕ್ಕುಂಡಿಯ ದೇವಾಲಯಗಳು ಕಲ್ಯಾಣ ಚಾಲುಕ್ಯರ ಶಿಲ್ಪಕಲೆಯ ಶ್ರೇಷ್ಠತೆಗೆ ಸಾಕ್ಷಿಯಾಗಿವೆ. ಕರ್ನಾಟಕ ರಾಜ್ಯದ ವಾರ್ತಾ ಮತ್ತು ಸಾರ್ವಜನಿಕ ಸಂಪರ್ಕ ಇಲಾಖೆಯು ಸ್ತಬ್ಧಚಿತ್ರವನ್ನು ಸಿದ್ಧಪಡಿಸಿದ್ದು, ಕೇಂದ್ರ ರಕ್ಷಣಾ ಸಚಿವಾಲಯದ ತಜ್ಞರ ಸಮಿತಿಯು ಆಯ್ಕೆ ಮಾಡಿದೆ. ಸ್ತಬ್ಧಚಿತ್ರದ ಮುಂಭಾಗದಲ್ಲಿ ಬ್ರಹ್ಮ ಜಿನಾಲಯದ ಮಹಾವೀರರ ವಿಗ್ರಹ, ಮಧ್ಯದಲ್ಲಿ ಕಾಶಿ ವಿಶ್ವೇಶ್ವರ ದೇವಾಲಯದ ಗೋಪುರ ಹಾಗೂ ಹಿಂಭಾಗದಲ್ಲಿ ಮುಸುಕಿನ ಬಾವಿಯ ಪ್ರತಿರೂಪವನ್ನು ನಿರ್ಮಿಸಲಾಗಿದೆ. ಸ್ತಬ್ಧಚಿತ್ರದೊಂದಿಗೆ ಕಲಾವಿದರು ಸಾಂಪ್ರದಾಯಿಕ ನೃತ್ಯ ಪ್ರದರ್ಶಿಸಲಿದ್ದಾರೆ. ರಾಜ್ಯವು ಸತತವಾಗಿ ಪಥಸಂಚಲನದಲ್ಲಿ ಭಾಗವಹಿಸುತ್ತಿದ್ದು, ಈ ಬಾರಿಯೂ ರಾಷ್ಟ್ರಮಟ್ಟದಲ್ಲಿ ಗಮನ ಸೆಳೆಯುವ ನಿರೀಕ್ಷೆ ಇದೆ ಎಂದು ಇಲಾಖೆಯ ಪ್ರಕಟಣೆ ತಿಳಿಸಿದೆ. 2025ರ ಜನವರಿ 26ರಂದು ನಡೆಯುವ ಗಣರಾಜ್ಯೋತ್ಸವ ಪಥಸಂಚಲನದಲ್ಲಿ 16 ರಾಜ್ಯಗಳು ಮತ್ತು ಕೇಂದ್ರಾಡಳಿತ ಪ್ರದೇಶಗಳ ಸ್ತಬ್ಧಚಿತ್ರಗಳು ಭಾಗವಹಿಸಲಿವೆ. ಸ್ತಬ್ಧಚಿತ್ರದ ವಿನ್ಯಾಸ ಮತ್ತು ನಿರ್ಮಾಣ ಕಾರ್ಯವನ್ನು ನಾಡಿನ ಹೆಸರಾಂತ ಕಲಾವಿದರು ಕೈಗೊಂಡಿದ್ದಾರೆ. ಶಿಲ್ಪಕಲೆಯ ಸೂಕ್ಷ್ಮ ಕೆತ್ತನೆಗಳು, ಕಂಬಗಳ ವಿನ್ಯಾಸ ಮತ್ತು ಗೋಪುರದ ಅಲಂಕಾರ ಮೂಲ ದೇವಾಲಯದಂತೆಯೇ ಮೂಡಿಬಂದಿವೆ ಎಂದು ಅಧಿಕಾರಿಗಳು ತಿಳಿಸಿದ್ದಾರೆ. — [375, 116, 740, 228]
police-authority-headline: ಜಿಲ್ಲಾ ಪೊಲೀಸ್ ದೂರು ಪ್ರಾಧಿಕಾರ ಪ್ರಾರಂಭ — [418, 1122, 655, 1142]
issue-date: 24.1.2025 — [855, 34, 896, 43]
convocation-subhead-2: ಡಾಕ್ಟರೇಟ್ ನೀಡಿ ಗೌರವಿಸಿದ ರಾಜ್ಯಪಾಲರು — [480, 438, 680, 456]
terrace-garden-body-left — [6, 1276, 146, 1492]
divider — [0, 780, 742, 782]
issue-day: ಶುಕ್ರವಾರ — [857, 22, 881, 31]
lead-headline: ಸ್ತಬ್ಧಚಿತ್ರ - 2025: ಕಲ್ಲಿನಲ್ಲಿ ಅರಳಿದ ಶಿಲ್ಪಕಲೆಯ ಅನಾವರಣ — [6, 66, 609, 101]
kolar-ad-title1: ಜಿಲ್ಲಾ ಪಂಚಾಯತ್ ಕೋಲಾರ — [792, 1052, 888, 1063]
rural-sports-body — [6, 1084, 406, 1186]
divider — [0, 355, 742, 357]
kolar-ad-sign2: ಪಂ.ರಾ.ಇಂ. ವಿಭಾಗ, ಕೋಲಾರ — [844, 1459, 923, 1468]
convocation-subhead-1: ಕಾಗೋಡು ತಿಮ್ಮಪ್ಪನವರಿಗೆ ಗೌರವ — [499, 418, 661, 436]
divider — [0, 1040, 700, 1042]
library-ad-dipr: DIPR/CP/R04537/AAPL/2024-25 — [451, 1456, 545, 1464]
nagarasabha-headline: ರಾಮನಗರ ನಗರಸಭೆ: 27ರಂದು ಸಾಮಾನ್ಯ ಸಭೆ — [418, 1044, 668, 1063]
kolar-ad-sign1: ಸಹಿ/- ಕಾರ್ಯಪಾಲಕ ಅಭಿಯಂತರರು, — [842, 1449, 935, 1458]
library-tender-ad — [447, 1218, 700, 1488]
lead-photo-temple-tableau — [188, 120, 370, 225]
police-authority-body — [418, 1146, 698, 1191]
convocation-headline: ಪಡೆದ 'ಜ್ಞಾನ' ಸಮಾಜ, ಅಭಿವೃದ್ಧಿಗೆ ಮುಡಿಪಾಗಿರಲಿ — [6, 359, 572, 399]
section-label: ಬೆಂ.ಗ್ರಾಮಾಂತರ-ರಾಮನಗರ — [8, 24, 320, 62]
library-ad-sign — [448, 1429, 699, 1456]
divider — [0, 1190, 445, 1192]
kolar-ad-bar — [707, 1121, 943, 1162]
sidebar-headline-progress-meeting: 27ರಂದು ಪ್ರಗತಿ ಪರಿಶೀಲನಾ ಸಭೆ — [754, 700, 908, 716]
terrace-garden-body-mid: ನಗರ ಪ್ರದೇಶ ಹಾಗೂ ನಗರ ಪ್ರದೇಶಗಳಲ್ಲಿ ತಾರಸಿ ಕೈತೋಟ, ಬಾಲ್ಕನಿ ಕೈತೋಟ, ಮತ್ತು ರೂಫ್ ಕೃಷಿ ಹಾಗೂ ಇತರೆ ತೋಟಗಾರಿಕೆಯ ನಿರ್ಮಿಸುವ ಮೂಲಕ ವಿಷಮುಕ್ತ ಆಹಾರಕ್ಕೆ ಉತ್ತೇಜನ ನೀಡಬೇಕು ಎಂದು ಬೆಂಗಳೂರು ಕೃಷಿ ವಿಶ್ವವಿದ್ಯಾಲಯದ ವಿಜ್ಞಾನಿಗಳು ತಿಳಿಸಿದರು. ಕೃಷಿ ತಂತ್ರಜ್ಞಾನ ಮಾಹಿತಿ ಕೇಂದ್ರದ ತರಬೇತಿ ಕಾರ್ಯಕ್ರಮದಲ್ಲಿ ಡಾ.ಎಂ.ಶಿವರಾಮು ಅವರು ಮಾತನಾಡಿದರು. ಸಣ್ಣ ಸ್ಥಳದಲ್ಲಿ ತರಕಾರಿ, ಸೊಪ್ಪು ಮತ್ತು ಹಣ್ಣುಗಳನ್ನು ಬೆಳೆಯುವ ವಿಧಾನ, ಸಾವಯವ ಗೊಬ್ಬರ ತಯಾರಿಕೆ, ಕೀಟ ನಿರ್ವಹಣೆ ಕುರಿತು ಪ್ರಾತ್ಯಕ್ಷಿಕೆ ನೀಡಲಾಯಿತು. ನಗರ ಪ್ರದೇಶದಲ್ಲಿ ರಾಸಾಯನಿಕ ಮುಕ್ತ ಆಹಾರದ ಬೇಡಿಕೆ ಹೆಚ್ಚುತ್ತಿದ್ದು, ಮನೆಯ ತಾರಸಿಯಲ್ಲೇ ಕೃಷಿ ಮಾಡುವುದು ಆರೋಗ್ಯಕ್ಕೆ ಉತ್ತಮ. ಕುಟುಂಬದ ಅಗತ್ಯಕ್ಕೆ ಬೇಕಾದ ತರಕಾರಿಗಳನ್ನು ಬೆಳೆಯಬಹುದು. ನೀರಿನ ಮಿತ ಬಳಕೆಗೆ ಹನಿ ನೀರಾವರಿ ಪದ್ಧತಿ ಅಳವಡಿಸಿಕೊಳ್ಳಬೇಕು. ಈ ತರಬೇತಿಯಲ್ಲಿ 2025ರ ಹೊಸ ತಂತ್ರಜ್ಞಾನಗಳ ಪರಿಚಯ ಮಾಡಲಾಯಿತು. ಒಟ್ಟು 64 ರೈತರು ಹಾಗೂ 86 ನಗರವಾಸಿಗಳು ಭಾಗವಹಿಸಿದ್ದರು. ಕೃಷಿ ಸಂಬಂಧಿ ವಿಶ್ವವಿದ್ಯಾನಿಲಯಗಳು ನಗರ ಸಹಕಾರದೊಂದಿಗೆ ಇಂತಹ ಕಾರ್ಯಕ್ರಮ ಆಯೋಜಿಸಲಿವೆ ಎಂದು ತಿಳಿಸಿದರು. — [150, 1395, 300, 1598]
library-ad-deadline: ಟೆಂಡರ್‌ಗಳನ್ನು ಸ್ವೀಕರಿಸುವ ಅಂತಿಮ ದಿನಾಂಕ: 06-02-2025 ಸಮಯ ಸಂಜೆ 4.00 ಗಂಟೆ. ತಾಂತ್ರಿಕ ಬಿಡ್‌ಗಳನ್ನು ದಿನಾಂಕ: 07-02-2025 ರಂದು ಸಂಜೆ 4.00 ಗಂಟೆಗೆ ತೆರೆಯಲಾಗುವುದು . — [452, 1399, 695, 1418]
kolar-ad-title2: ಪಂಚಾಯತ್ ರಾಜ್ ಇಂಜಿನಿಯರಿಂಗ್ ಇಲಾಖೆ — [766, 1063, 914, 1074]
body-text: ಪ್ರಧಾನಮಂತ್ರಿ ಕೌಶಲ್ಯ ವಿಕಾಸ ಯೋಜನೆಯಡಿ ಎಸ್.ಸಿ/ಎಸ್.ಟಿ ಯೋಜನೆಯಡಿ ಜಿಲ್ಲೆಯ ನಿರುದ್ಯೋಗಿ ಯುವಕ ಯುವತಿಯರಿಗೆ ಉಚಿತ ಕೌಶಲ್ಯಾಭಿವೃದ್ಧಿ ತರಬೇತಿ ನೀಡಲು ಅರ್ಜಿ ಆಹ್ವಾನಿಸಲಾಗಿದೆ. 18 ರಿಂದ 35 ವರ್ಷ ವಯೋಮಿತಿಯ ಅಭ್ಯರ್ಥಿಗಳು ಅರ್ಜಿ ಸಲ್ಲಿಸಬಹುದು. ಆಸಕ್ತರು ಜ. 31ರೊಳಗೆ ಜಿಲ್ಲಾ ಕೌಶಲ್ಯಾಭಿವೃದ್ಧಿ ಕಚೇರಿಗೆ ಭೇಟಿ ನೀಡಿ ಅರ್ಜಿ ಸಲ್ಲಿಸಬಹುದು. ಹೆಚ್ಚಿನ ಮಾಹಿತಿಗೆ ದೂರವಾಣಿ ಸಂಖ್ಯೆ: 9535167637 ಸಂಪರ್ಕಿಸಬಹುದು ಎಂದು ಪ್ರಕಟಣೆಯಲ್ಲಿ ತಿಳಿಸಲಾಗಿದೆ. — [754, 854, 941, 928]
bank-felicitation-photo — [170, 838, 490, 1010]
lead-body-col1 — [6, 115, 184, 350]
lead-body: ಗಣರಾಜ್ಯೋತ್ಸವದ ಪ್ರಯುಕ್ತ ದೆಹಲಿಯ ಕರ್ತವ್ಯಪಥದಲ್ಲಿ ನಡೆಯುವ ಪಥಸಂಚಲನದಲ್ಲಿ ಕರ್ನಾಟಕ ರಾಜ್ಯವು ಲಕ್ಕುಂಡಿ: ಶಿಲ್ಪಕಲೆಯ ತೊಟ್ಟಿಲು ಸ್ತಬ್ಧಚಿತ್ರವನ್ನು ಪ್ರದರ್ಶಿಸಲಿದೆ. ಭಾರತದ ಸಂಸ್ಕೃತಿ, ಸಂಪ್ರದಾಯ ಮತ್ತು ಪರಂಪರೆಯ ಪ್ರತೀಕವಾಗಿರುವ ಲಕ್ಕುಂಡಿಯ ದೇವಾಲಯಗಳು ಕಲ್ಯಾಣ ಚಾಲುಕ್ಯರ ಶಿಲ್ಪಕಲೆಯ ಶ್ರೇಷ್ಠತೆಗೆ ಸಾಕ್ಷಿಯಾಗಿವೆ. ಕರ್ನಾಟಕ ರಾಜ್ಯದ ವಾರ್ತಾ ಮತ್ತು ಸಾರ್ವಜನಿಕ ಸಂಪರ್ಕ ಇಲಾಖೆಯು ಸ್ತಬ್ಧಚಿತ್ರವನ್ನು ಸಿದ್ಧಪಡಿಸಿದ್ದು, ಕೇಂದ್ರ ರಕ್ಷಣಾ ಸಚಿವಾಲಯದ ತಜ್ಞರ ಸಮಿತಿಯು ಆಯ್ಕೆ ಮಾಡಿದೆ. ಸ್ತಬ್ಧಚಿತ್ರದ ಮುಂಭಾಗದಲ್ಲಿ ಬ್ರಹ್ಮ ಜಿನಾಲಯದ ಮಹಾವೀರರ ವಿಗ್ರಹ, ಮಧ್ಯದಲ್ಲಿ ಕಾಶಿ ವಿಶ್ವೇಶ್ವರ ದೇವಾಲಯದ ಗೋಪುರ ಹಾಗೂ ಹಿಂಭಾಗದಲ್ಲಿ ಮುಸುಕಿನ ಬಾವಿಯ ಪ್ರತಿರೂಪವನ್ನು ನಿರ್ಮಿಸಲಾಗಿದೆ. ಸ್ತಬ್ಧಚಿತ್ರದೊಂದಿಗೆ ಕಲಾವಿದರು ಸಾಂಪ್ರದಾಯಿಕ ನೃತ್ಯ ಪ್ರದರ್ಶಿಸಲಿದ್ದಾರೆ. ರಾಜ್ಯವು ಸತತವಾಗಿ ಪಥಸಂಚಲನದಲ್ಲಿ ಭಾಗವಹಿಸುತ್ತಿದ್ದು, ಈ ಬಾರಿಯೂ ರಾಷ್ಟ್ರಮಟ್ಟದಲ್ಲಿ ಗಮನ ಸೆಳೆಯುವ ನಿರೀಕ್ಷೆ ಇದೆ ಎಂದು ಇಲಾಖೆಯ ಪ್ರಕಟಣೆ ತಿಳಿಸಿದೆ. 2025ರ ಜನವರಿ 26ರಂದು ನಡೆಯುವ ಗಣರಾಜ್ಯೋತ್ಸವ ಪಥಸಂಚಲನದಲ್ಲಿ 16 ರಾಜ್ಯಗಳು ಮತ್ತು ಕೇಂದ್ರಾಡಳಿತ ಪ್ರದೇಶಗಳ ಸ್ತಬ್ಧಚಿತ್ರಗಳು ಭಾಗವಹಿಸಲಿವೆ. ಸ್ತಬ್ಧಚಿತ್ರದ ವಿನ್ಯಾಸ ಮತ್ತು ನಿರ್ಮಾಣ ಕಾರ್ಯವನ್ನು ನಾಡಿನ ಹೆಸರಾಂತ ಕಲಾವಿದರು ಕೈಗೊಂಡಿದ್ದಾರೆ. ಶಿಲ್ಪಕಲೆಯ ಸೂಕ್ಷ್ಮ ಕೆತ್ತನೆಗಳು, ಕಂಬಗಳ ವಿನ್ಯಾಸ ಮತ್ತು ಗೋಪುರದ ಅಲಂಕಾರ ಮೂಲ ದೇವಾಲಯದಂತೆಯೇ ಮೂಡಿಬಂದಿವೆ ಎಂದು ಅಧಿಕಾರಿಗಳು ತಿಳಿಸಿದ್ದಾರೆ. — [6, 116, 185, 331]
bank-body-text: ತಾಲ್ಲೂಕಿನ ಪ್ರಾಥಮಿಕ ಸಹಕಾರಿ ಕೃಷಿ ಪತ್ತಿನ ಸಹಕಾರ ಸಂಘದ ನೂತನ ಅಧ್ಯಕ್ಷರು ಮತ್ತು ಉಪಾಧ್ಯಕ್ಷರಾಗಿ ಅವಿರೋಧವಾಗಿ ಆಯ್ಕೆಯಾದ ಹಿನ್ನೆಲೆಯಲ್ಲಿ ಅಭಿನಂದನಾ ಸಮಾರಂಭ ಏರ್ಪಡಿಸಲಾಗಿತ್ತು. ಬ್ಯಾಂಕಿನ ಅಭಿವೃದ್ಧಿಗೆ ಎಲ್ಲರೂ ಶ್ರಮಿಸಬೇಕು, ರೈತರಿಗೆ ಸಕಾಲದಲ್ಲಿ ಸಾಲ ಸೌಲಭ್ಯ ಒದಗಿಸಬೇಕು ಎಂದು ಮುಖಂಡರು ಹಾರೈಸಿದರು. ಸಂಘದ ನಿರ್ದೇಶಕರು, ಗ್ರಾಮಸ್ಥರು ಹಾಗೂ ಹಿತೈಷಿಗಳು ಹಾರ ಹಾಕಿ ಸನ್ಮಾನಿಸಿದರು. ಸಹಕಾರ ಕ್ಷೇತ್ರವು ಗ್ರಾಮೀಣ ಆರ್ಥಿಕತೆಯ ಬೆನ್ನೆಲುಬಾಗಿದ್ದು, ಪಾರದರ್ಶಕ ಆಡಳಿತ ನೀಡುವುದಾಗಿ ನೂತನ ಅಧ್ಯಕ್ಷರು ಭರವಸೆ ನೀಡಿದರು. ಸಂಘದ ಸದಸ್ಯರ ಸಂಖ್ಯೆ ಹೆಚ್ಚಿಸಲು ಹಾಗೂ ಠೇವಣಿ ಸಂಗ್ರಹಕ್ಕೆ ಕ್ರಮ ಕೈಗೊಳ್ಳಲಾಗುವುದು ಎಂದರು. ಈ ಸಂದರ್ಭದಲ್ಲಿ ಮುಖಂಡರಾದ ಎನ್. ಶ್ರೀನಿವಾಸ್, ಪಿ. ಮುನಿರಾಜು, ಕೆ. ರಮೇಶ್, ಆರ್. ಮಂಜುನಾಥ್ ಸೇರಿದಂತೆ ಅನೇಕರು ಉಪಸ್ಥಿತರಿದ್ದರು. — [6, 836, 165, 982]
rural-sports-body-text: ಗ್ರಾಮೀಣ ಪ್ರದೇಶದ ಪ್ರತಿಭೆಗಳನ್ನು ಗುರುತಿಸಿ, ಅದರಲ್ಲೂ ಅಂಧ ಪ್ರತಿಭೆಗಳಿಗೆ ಹೆಚ್ಚಿನ ಪ್ರೋತ್ಸಾಹ ನೀಡುತ್ತಿರುವ ಕರ್ನಾಟಕ ಸರ್ಕಾರ ಹಾಗೂ ಸನ್ಮಾನ್ಯ ಮುಖ್ಯಮಂತ್ರಿಗಳಿಗೆ ಅಂಧ ಅಂತರರಾಷ್ಟ್ರೀಯ ಕ್ರೀಡಾಪಟು ಚಿತ್ರದುರ್ಗ ಜಿಲ್ಲೆಯ ಚಳ್ಳಕೆರೆ ತಾಲೂಕಿನ ಬೊಮ್ಮನಸಮುದ್ರದ ರಾಧಾ.ಎ ಅವರು ಕೃತಜ್ಞತೆಗಳನ್ನು ಸಲ್ಲಿಸಿದ್ದಾರೆ. ಚಿಕ್ಕಮಗಳೂರಿನ ಆಶಾ ಕಿರಣ ಅಂಧರ ಶಾಲೆಯಲ್ಲಿ ವಿದ್ಯಾರ್ಥಿನಿಯಾಗಿದ್ದಾಗ ರಾಹುಲ್ ಬಾಲಕೃಷ್ಣ ಅವರ ಮಾರ್ಗದರ್ಶನದಲ್ಲಿ ತರಬೇತಿಯನ್ನು ಪಡೆದು, 2014ರಲ್ಲಿ ದುಬೈನಲ್ಲಿ ನಡೆದ ಯೂತ್ ಏಷ್ಯನ್ ಗೇಮ್ಸ್‌ನಲ್ಲಿ 1500 ಮೀಟರ್ ಟಿ-12 ವಿಭಾಗದಲ್ಲಿ ಬೆಳ್ಳಿಯ ಪದಕ ಹಾಗೂ 2018ರಲ್ಲಿ ಜಕಾರ್ತದಲ್ಲಿ ನಡೆದ ಪ್ಯಾರಾ ಏಷ್ಯನ್ ಗೇಮ್ಸ್‌ನಲ್ಲಿ 1500 ಮೀಟರ್ ಟಿ-12 ವಿಭಾಗದಲ್ಲಿ ಒಂದು ಬೆಳ್ಳಿ ಮತ್ತು ಒಂದು ಕಂಚಿನ ಪದಕ ಪಡೆದಿರುತ್ತೇನೆ. ರಾಜ್ಯಮಟ್ಟದ ಸಾಧನೆ ದಾಖಲೆಯಿದ್ದಕ್ಕಾಗಿ ನನ್ನ ಸಾಧನೆಯನ್ನು ಗುರುತಿಸಿ ನನಗೆ ಕಾರ್ಮಿಕ ಇಲಾಖೆಯಲ್ಲಿ 'ಬಿ' ವೃಂದದ ಕಾರ್ಮಿಕ ಅಧಿಕಾರಿ ಹುದ್ದೆಯಲ್ಲಿ ಸೇವೆ ಸಲ್ಲಿಸಲು ಸರ್ಕಾರವು ಅವಕಾಶವನ್ನು ನೀಡಿದೆ. ಗ್ರಾಮೀಣ ಪ್ರದೇಶದಿಂದ ಬಂದ ನನ್ನಂತಹ ಇತರ ಪ್ರತಿಭೆಗಳಿಗೂ ಸರ್ಕಾರವು ಪ್ರೋತ್ಸಾಹ ನೀಡುತ್ತಿರುವುದು ಅಭಿನಂದನೀಯ ಎಂದು ಅಂಧ ಅಂತರರಾಷ್ಟ್ರೀಯ ಕ್ರೀಡಾಪಟು ರಾಧಾ.ಎ ಅವರು ಕೃತಜ್ಞತೆಗಳನ್ನು ಸಲ್ಲಿಸುವುದಾಗಿ ಯುವಜನ ಸಬಲೀಕರಣ ಹಾಗೂ ಕ್ರೀಡಾ ಇಲಾಖೆಯು ಪ್ರಕಟಣೆಯಲ್ಲಿ ತಿಳಿಸಿದೆ. — [6, 1085, 406, 1174]
body-text: ಭಾರತ ಚುನಾವಣಾ ಆಯೋಗ, ಜಿಲ್ಲಾಡಳಿತ, ಜಿಲ್ಲಾ ಪಂಚಾಯತ್ ಹಾಗೂ ಜಿಲ್ಲಾ ಕಾನೂನು ಸೇವೆಗಳ ಪ್ರಾಧಿಕಾರದ ಸಹಯೋಗದೊಂದಿಗೆ ಜ.25ರ ಶನಿವಾರ ಬೆಳಗ್ಗೆ 11 ಗಂಟೆಗೆ ನಗರದ ಜಿಲ್ಲಾ ಪಂಚಾಯತ್ ಸಭಾಂಗಣದಲ್ಲಿ ರಾಷ್ಟ್ರೀಯ ಮತದಾರರ ದಿನಾಚರಣೆಯನ್ನು ಆಯೋಜಿಸಲಾಗಿದೆ. ಜಿಲ್ಲಾ ಪ್ರಧಾನ ಮತ್ತು ಸತ್ರ ನ್ಯಾಯಾಧೀಶರು ಹಾಗೂ ಜಿಲ್ಲಾ ಕಾನೂನು ಸೇವೆಗಳ ಪ್ರಾಧಿಕಾರದ ಅಧ್ಯಕ್ಷರು ಕಾರ್ಯಕ್ರಮ ಉದ್ಘಾಟಿಸುವರು. ಜಿಲ್ಲಾಧಿಕಾರಿ ಹಾಗೂ ಜಿಲ್ಲಾ ಚುನಾವಣಾಧಿಕಾರಿ ಯಶವಂತ್ ವಿ. ಗುರುಕರ್ ಅಧ್ಯಕ್ಷತೆ ವಹಿಸಲಿದ್ದಾರೆ. ಜಿಲ್ಲಾ ಪಂಚಾಯತ್ ಮುಖ್ಯ ಕಾರ್ಯನಿರ್ವಾಹಕ ಅಧಿಕಾರಿ, ಜಿಲ್ಲಾ ಪೊಲೀಸ್ ವರಿಷ್ಠಾಧಿಕಾರಿ ಅತಿಥಿಗಳಾಗಿ ಭಾಗವಹಿಸುವರು. ಅಪರ ಜಿಲ್ಲಾಧಿಕಾರಿ ಆರ್. ಚಂದ್ರಯ್ಯ ಹಾಗೂ ಬಿ.ಎಸ್.ವಿ.ಪಿ ಪಿ.ಯು ಕಾಲೇಜಿನ ಪ್ರಾಂಶುಪಾಲರಾದ ಜಿ. ಶಿವಣ್ಣ ಅವರು ಮುಖ್ಯ ಅತಿಥಿಗಳಾಗಿ ಭಾಗವಹಿಸುವರು. — [754, 492, 940, 610]
sidebar-headline-voters-day: 25 ರಂದು ರಾಷ್ಟ್ರೀಯ ಮತದಾರರ ದಿನಾಚರಣೆ — [754, 453, 918, 489]
